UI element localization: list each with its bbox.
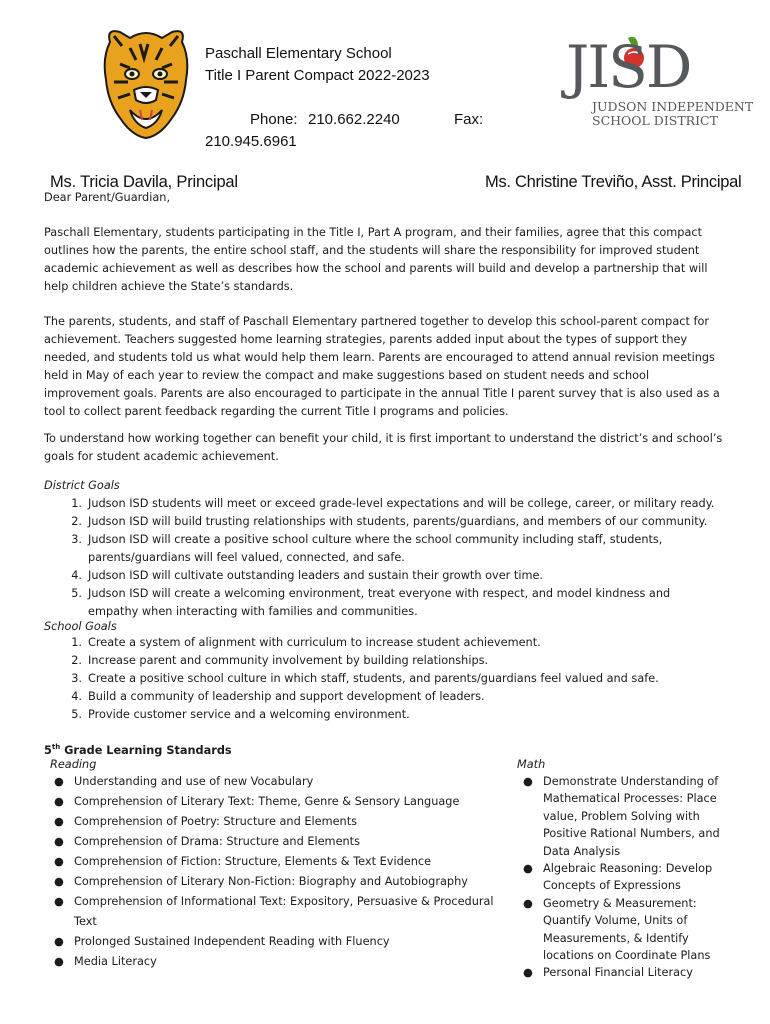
- bullet-icon: ●: [523, 966, 533, 980]
- list-item: 4. Judson ISD will cultivate outstanding leaders and sustain their growth over time.: [71, 569, 544, 582]
- list-item: 4. Build a community of leadership and support development of leaders.: [71, 690, 485, 703]
- fax-label: Fax:: [454, 111, 484, 128]
- bullet-icon: ●: [54, 955, 64, 968]
- list-item: ● Prolonged Sustained Independent Reading with Fluency: [46, 932, 498, 952]
- school-name: Paschall Elementary School: [205, 45, 392, 62]
- principal-name: Ms. Tricia Davila, Principal: [50, 173, 238, 191]
- list-item: ● Comprehension of Informational Text: Expository, Persuasive & Procedural Text: [46, 892, 498, 932]
- salutation: Dear Parent/Guardian,: [44, 191, 171, 204]
- bullet-icon: ●: [54, 935, 64, 948]
- bullet-icon: ●: [54, 855, 64, 868]
- list-item: 1. Judson ISD students will meet or exceed grade-level expectations and will be college, career, or military ready.: [71, 497, 715, 510]
- letter-paragraph-1: Paschall Elementary, students participating in the Title I, Part A program, and their families, agree that this compact outlines how the parents, the entire school staff, and the students will share the responsibility for improved student academic achievement as well as describes how the school and parents will build and develop a partnership that will help children achieve the State’s standards.: [44, 226, 708, 293]
- district-goals-heading: District Goals: [44, 479, 120, 492]
- list-item: 3. Create a positive school culture in which staff, students, and parents/guardians feel valued and safe.: [71, 672, 659, 685]
- phone-label: Phone:: [250, 111, 298, 128]
- bullet-icon: ●: [54, 895, 64, 908]
- math-heading: Math: [517, 758, 546, 771]
- bullet-icon: ●: [54, 875, 64, 888]
- list-item: 2. Judson ISD will build trusting relationships with students, parents/guardians, and members of our community.: [71, 515, 708, 528]
- list-item: ● Comprehension of Literary Text: Theme, Genre & Sensory Language: [46, 792, 498, 812]
- school-goals-list: [44, 634, 724, 724]
- list-item: ● Understanding and use of new Vocabulary: [46, 772, 498, 792]
- bullet-icon: ●: [523, 775, 533, 788]
- district-name-line2: SCHOOL DISTRICT: [592, 113, 718, 128]
- list-item: 1. Create a system of alignment with curriculum to increase student achievement.: [71, 636, 541, 649]
- standards-heading: 5th Grade Learning Standards: [44, 743, 232, 757]
- asst-principal-name: Ms. Christine Treviño, Asst. Principal: [485, 173, 742, 191]
- list-item: 5. Provide customer service and a welcoming environment.: [71, 708, 410, 721]
- list-item: ● Geometry & Measurement: Quantify Volume, Units of Measurements, & Identify locations on Coordinate Plans: [523, 896, 711, 963]
- reading-list: [46, 772, 498, 972]
- school-goals-heading: School Goals: [44, 620, 117, 633]
- list-item: ● Comprehension of Fiction: Structure, Elements & Text Evidence: [46, 852, 498, 872]
- bullet-icon: ●: [523, 862, 533, 876]
- phone-number: 210.662.2240: [308, 111, 400, 128]
- reading-heading: Reading: [50, 758, 97, 771]
- bullet-icon: ●: [54, 835, 64, 848]
- list-item: ● Comprehension of Drama: Structure and Elements: [46, 832, 498, 852]
- list-item: 5. Judson ISD will create a welcoming environment, treat everyone with respect, and model kindness and empathy when interacting with families and communities.: [71, 587, 671, 618]
- list-item: 2. Increase parent and community involvement by building relationships.: [71, 654, 489, 667]
- list-item: ● Demonstrate Understanding of Mathematical Processes: Place value, Problem Solving with Positive Rational Numbers, and Data Analysis: [523, 775, 720, 858]
- list-item: ● Media Literacy: [46, 952, 498, 972]
- jisd-logo: [566, 33, 754, 134]
- bullet-icon: ●: [54, 815, 64, 828]
- jisd-letters: JISD: [566, 33, 691, 101]
- math-list: [515, 773, 723, 982]
- tiger-logo: [100, 24, 192, 142]
- tiger-head-icon: [100, 24, 192, 142]
- letter-paragraph-2: The parents, students, and staff of Paschall Elementary partnered together to develop this school-parent compact for achievement. Teachers suggested home learning strategies, parents added input about the types of support they needed, and students told us what would help them learn. Parents are encouraged to attend annual revision meetings held in May of each year to review the compact and make suggestions based on student needs and school improvement goals. Parents are also encouraged to participate in the annual Title I parent survey that is also used as a tool to collect parent feedback regarding the current Title I programs and policies.: [44, 315, 720, 418]
- district-name-line1: JUDSON INDEPENDENT: [592, 99, 754, 114]
- list-item: 3. Judson ISD will create a positive school culture where the school community including staff, students, parents/guardians will feel valued, connected, and safe.: [71, 533, 663, 564]
- bullet-icon: ●: [54, 795, 64, 808]
- fax-number: 210.945.6961: [205, 133, 297, 150]
- compact-title: Title I Parent Compact 2022-2023: [205, 67, 430, 84]
- bullet-icon: ●: [523, 896, 533, 910]
- list-item: ● Comprehension of Poetry: Structure and Elements: [46, 812, 498, 832]
- bullet-icon: ●: [54, 775, 64, 788]
- letter-paragraph-3: To understand how working together can benefit your child, it is first important to understand the district’s and school’s goals for student academic achievement.: [44, 432, 723, 463]
- list-item: ● Algebraic Reasoning: Develop Concepts of Expressions: [523, 862, 713, 893]
- list-item: ● Personal Financial Literacy: [515, 964, 723, 981]
- district-goals-list: [44, 495, 724, 621]
- list-item: ● Comprehension of Literary Non-Fiction: Biography and Autobiography: [46, 872, 498, 892]
